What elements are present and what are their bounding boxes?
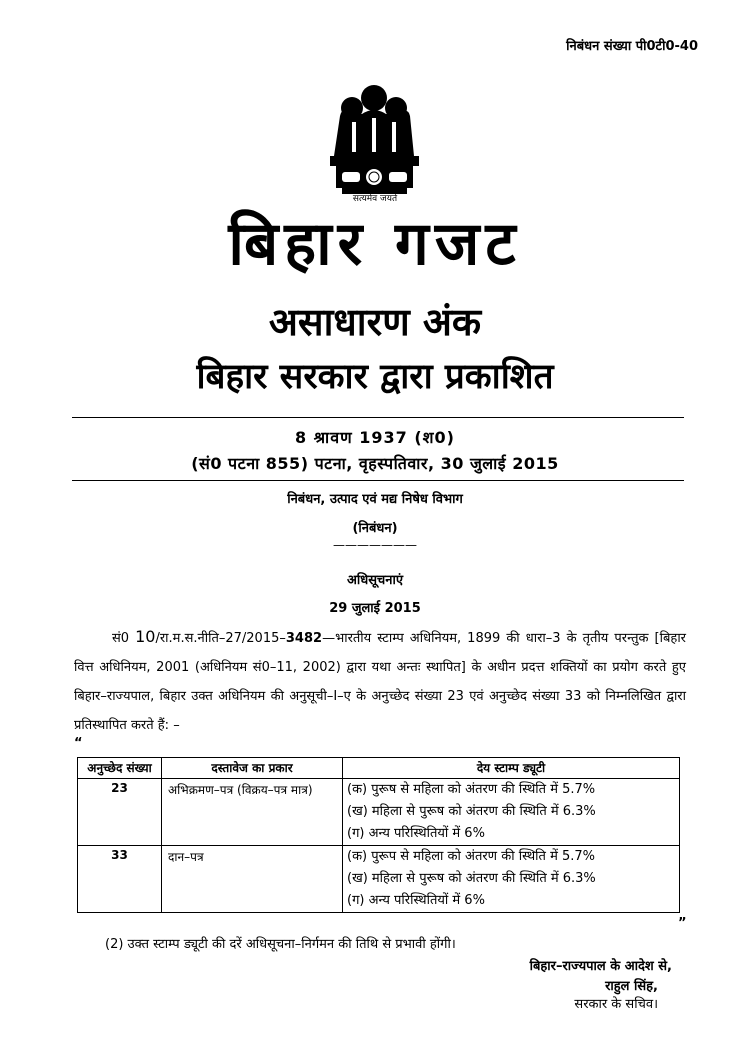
stamp-duty-table [77,757,680,913]
effective-note: (2) उक्त स्टाम्प ड्यूटी की दरें अधिसूचना–निर्गमन की तिथि से प्रभावी होंगी। [105,937,456,952]
body-text: —भारतीय स्टाम्प अधिनियम, 1899 की धारा–3 के तृतीय परन्तुक [बिहार वित्त अधिनियम, 2001 (अधिनियम सं0–11, 2002) द्वारा यथा अन्तः स्थापित] के अधीन प्रदत्त शक्तियों का प्रयोग करते हुए बिहार–राज्यपाल, बिहार उक्त अधिनियम की अनुसूची–I–ए के अनुच्छेद संख्या 23 एवं अनुच्छेद संख्या 33 को निम्नलिखित द्वारा प्रतिस्थापित करते हैं: – [74,631,687,733]
publisher-line: बिहार सरकार द्वारा प्रकाशित [196,357,554,397]
duty-list [343,846,680,913]
ref-number-b: 3482 [285,631,323,646]
duty-item: (क) पुरूष से महिला को अंतरण की स्थिति में 5.7% [347,782,596,797]
header-duty: देय स्टाम्प ड्यूटी [343,758,680,779]
gazette-title: बिहार गजट [228,209,522,279]
ref-prefix: सं0 [112,631,136,646]
quote-open: “ [74,736,83,751]
duty-item: (क) पुरूप से महिला को अंतरण की स्थिति में 5.7% [347,849,596,864]
ref-number-a: 10 [135,627,156,646]
separator: ——————— [333,538,417,552]
article-number: 33 [78,846,162,913]
divider-top [72,417,684,418]
doc-type: दान–पत्र [162,846,343,913]
doc-type: अभिक्रमण–पत्र (विक्रय–पत्र मात्र) [162,779,343,846]
table-row [78,846,680,913]
duty-item: (ख) महिला से पुरूष को अंतरण की स्थिति में 6.3% [347,804,596,819]
notification-body [74,622,686,740]
divider-bottom [72,480,684,481]
duty-list [343,779,680,846]
order-line: बिहार–राज्यपाल के आदेश से, [529,959,672,974]
saka-date: 8 श्रावण 1937 (श0) [295,428,455,447]
gazette-subtitle: असाधारण अंक [268,300,482,344]
duty-item: (ग) अन्य परिस्थितियों में 6% [347,826,485,841]
table-row [78,779,680,846]
duty-item: (ख) महिला से पुरूष को अंतरण की स्थिति में 6.3% [347,871,596,886]
quote-close: ” [678,916,687,931]
header-article: अनुच्छेद संख्या [78,758,162,779]
article-number: 23 [78,779,162,846]
emblem-motto: सत्यमेव जयते [352,194,398,204]
notification-date: 29 जुलाई 2015 [329,601,421,616]
sub-department: (निबंधन) [352,521,398,536]
registration-number: निबंधन संख्या पी0टी0-40 [566,39,698,54]
notification-heading: अधिसूचनाएं [346,573,404,588]
issue-line: (सं0 पटना 855) पटना, वृहस्पतिवार, 30 जुलाई 2015 [191,454,559,473]
signatory-name: राहुल सिंह, [605,979,658,994]
department-name: निबंधन, उत्पाद एवं मद्य निषेध विभाग [287,492,463,507]
table-header-row [78,758,680,779]
ref-middle: /रा.म.स.नीति–27/2015– [155,631,286,646]
duty-item: (ग) अन्य परिस्थितियों में 6% [347,893,485,908]
signatory-designation: सरकार के सचिव। [574,997,658,1012]
header-doc-type: दस्तावेज का प्रकार [162,758,343,779]
